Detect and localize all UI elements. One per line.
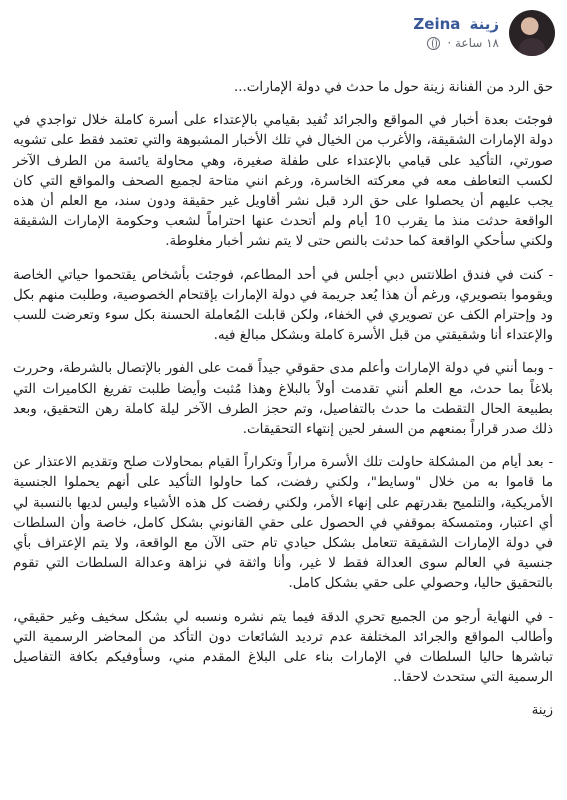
post-timestamp[interactable]: ١٨ ساعة · xyxy=(447,36,499,50)
author-name-arabic[interactable]: زينة xyxy=(469,15,499,33)
post-signature: زينة xyxy=(531,703,553,719)
post-body xyxy=(13,78,553,735)
post-paragraph-4: - بعد أيام من المشكلة حاولت تلك الأسرة مراراً وتكراراً القيام بمحاولات صلح وتقديم الاعتذار عن ما قاموا به من خلال "وسايط"، ولكني رفضت، كما حاولوا التأكيد على أنهم يحملوا الجنسية الأمريكية، والتلميح بقدرتهم على إنهاء الأمر، ولكني رفضت كل هذه الأشياء وليس لديها بالنسبة لي أي اعتبار، ومتمسكة بموقفي في الحصول على حقي القانوني بشكل كامل، خاصة وأن السلطات في دولة الإمارات الشقيقة تتعامل بشكل حيادي تام حتى الآن مع الواقعة، ولا يتم الإعتراف بأي جنسية في العالم سوى العدالة فقط لا غير، وأنا واثقة في نزاهة وعدالة السلطات التي تقوم بالتحقيق حاليا، وحصولي على حقي بشكل كامل. xyxy=(13,455,553,592)
avatar[interactable] xyxy=(509,10,555,56)
author-line xyxy=(413,14,499,33)
post-paragraph-5: - في النهاية أرجو من الجميع تحري الدقة فيما يتم نشره ونسبه لي بشكل سخيف وغير حقيقي، وأطالب المواقع والجرائد المختلفة عدم ترديد الشائعات دون التأكد من المحاضر الرسمية التي تباشرها حاليا السلطات في الإمارات بناء على البلاغ المقدم مني، وسأوفيكم بكافة التفاصيل الرسمية التي ستحدث لاحقا.. xyxy=(13,609,553,686)
post-meta xyxy=(427,36,499,50)
globe-icon[interactable] xyxy=(427,37,440,50)
post-header xyxy=(12,10,555,62)
post-paragraph-3: - وبما أنني في دولة الإمارات وأعلم مدى حقوقي جيداً قمت على الفور بالإتصال بالشرطة، وحررت بلاغاً بما حدث، مع العلم أنني تقدمت أولاً بالبلاغ وهذا مُثبت وأيضا طلبت تفريغ الكاميرات التي بطبيعة الحال التقطت ما حدث بالتفاصيل، وتم حجز الطرف الآخر ليلة كاملة رهن التحقيق، وبعد ذلك صدر قراراً بمنعهم من السفر لحين إنتهاء التحقيقات. xyxy=(13,361,553,438)
post-paragraph-1: فوجئت بعدة أخبار في المواقع والجرائد تُفيد بقيامي بالإعتداء على أسرة كاملة خلال تواجدي في دولة الإمارات الشقيقة، والأغرب من الخيال في تلك الأخبار المشبوهة والتي تعتمد فقط على تشويه صورتي، التأكيد على قيامي بالإعتداء على طفلة صغيرة، وهي محاولة يائسة من الطرف الآخر لكسب التعاطف معه في معركته الخاسرة، ورغم انني متاحة لجميع الصحف والمواقع التي كان يجب عليهم أن يحصلوا على حق الرد قبل نشر أقاويل غير حقيقة ودون سند، مع العلم أن هذه الواقعة حدثت منذ ما يقرب 10 أيام ولم أتحدث عنها احتراماً لشعب وحكومة الإمارات الشقيقة ولكني سأحكي الواقعة كما حدثت بالنص حتى لا يتم نشر أخبار مغلوطة. xyxy=(13,113,554,250)
post-paragraph-2: - كنت في فندق اطلانتس دبي أجلس في أحد المطاعم، فوجئت بأشخاص يقتحموا حياتي الخاصة ويقوموا بتصويري، ورغم أن هذا يُعد جريمة في دولة الإمارات بإقتحام الخصوصية، وطلبت منهم بكل ود وإحترام الكف عن تصويري في الخفاء، ولكن قابلت المُعاملة الحسنة بكل سوء وتعرضت للسب والإعتداء أنا وشقيقتي من قبل الأسرة كاملة وبشكل مبالغ فيه. xyxy=(13,267,553,344)
post-title: حق الرد من الفنانة زينة حول ما حدث في دولة الإمارات... xyxy=(233,80,553,95)
author-name-english[interactable]: Zeina xyxy=(413,15,461,33)
